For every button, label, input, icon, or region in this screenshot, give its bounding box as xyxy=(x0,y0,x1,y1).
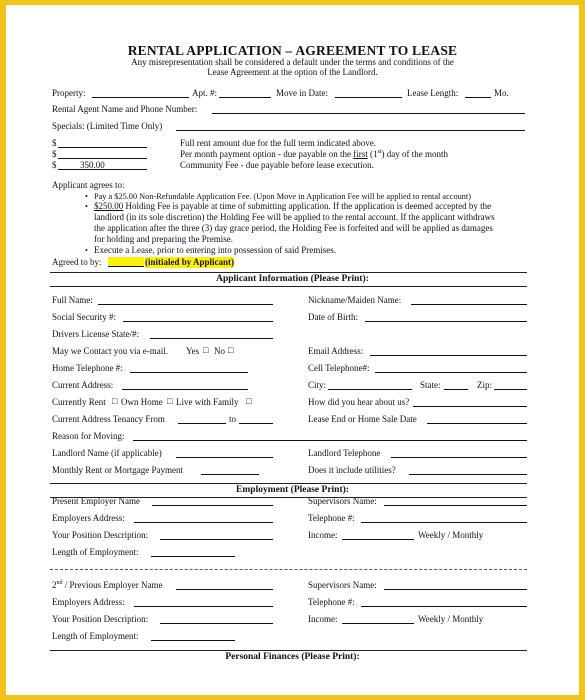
nickname-label: Nickname/Maiden Name: xyxy=(308,295,402,305)
utilities-field[interactable] xyxy=(409,474,527,475)
income-field[interactable] xyxy=(342,539,414,540)
contact-yes-label: Yes xyxy=(186,346,200,356)
section-divider xyxy=(50,650,527,651)
initialed-by-applicant-note: (initialed by Applicant) xyxy=(145,257,235,267)
supervisor-2-field[interactable] xyxy=(384,589,527,590)
supervisor-field[interactable] xyxy=(384,505,527,506)
specials-field[interactable] xyxy=(176,130,525,131)
current-address-field[interactable] xyxy=(122,389,248,390)
full-name-field[interactable] xyxy=(98,304,273,305)
employment-heading: Employment (Please Print): xyxy=(236,485,349,495)
cell-phone-label: Cell Telephone#: xyxy=(308,363,370,373)
applicant-agrees-label: Applicant agrees to: xyxy=(52,180,125,190)
lease-end-label: Lease End or Home Sale Date xyxy=(308,414,417,424)
landlord-name-field[interactable] xyxy=(176,457,273,458)
contact-yes-checkbox[interactable]: □ xyxy=(203,345,209,355)
dob-label: Date of Birth: xyxy=(308,312,358,322)
page-title: RENTAL APPLICATION – AGREEMENT TO LEASE xyxy=(127,43,458,58)
apt-label: Apt. #: xyxy=(192,88,218,98)
property-label: Property: xyxy=(52,88,86,98)
income-frequency: Weekly / Monthly xyxy=(418,530,484,540)
email-label: Email Address: xyxy=(308,346,364,356)
employer-address-2-label: Employers Address: xyxy=(52,597,125,607)
utilities-label: Does it include utilities? xyxy=(308,465,396,475)
present-employer-label: Present Employer Name xyxy=(52,496,140,506)
dashed-divider xyxy=(50,569,527,570)
contact-email-label: May we Contact you via e-mail. xyxy=(52,346,168,356)
subtitle-line-2: Lease Agreement at the option of the Landlord. xyxy=(207,67,378,77)
dob-field[interactable] xyxy=(365,321,527,322)
ssn-label: Social Security #: xyxy=(52,312,116,322)
section-divider xyxy=(50,483,527,484)
length-employment-field[interactable] xyxy=(151,556,235,557)
full-rent-desc: Full rent amount due for the full term indicated above. xyxy=(180,138,376,148)
state-label: State: xyxy=(420,380,441,390)
previous-employer-label: 2nd / Previous Employer Name xyxy=(52,580,163,590)
rental-agent-label: Rental Agent Name and Phone Number: xyxy=(52,104,198,114)
section-divider xyxy=(50,286,527,287)
tenancy-from-field[interactable] xyxy=(178,423,226,424)
holding-fee-line-2: landlord (in its sole discretion) the Holding Fee will be applied to the rental account. If the applicant withdraws xyxy=(94,212,495,222)
apt-field[interactable] xyxy=(219,97,271,98)
lease-length-label: Lease Length: xyxy=(407,88,459,98)
form-page xyxy=(6,5,579,695)
hear-about-field[interactable] xyxy=(413,406,527,407)
home-phone-label: Home Telephone #: xyxy=(52,363,123,373)
currently-rent-label: Currently Rent xyxy=(52,397,106,407)
tenancy-to-field[interactable] xyxy=(239,423,273,424)
position-label: Your Position Description: xyxy=(52,530,149,540)
bullet-icon: • xyxy=(85,246,88,255)
months-label: Mo. xyxy=(494,88,509,98)
application-fee-text: Pay a $25.00 Non-Refundable Application Fee. (Upon Move in Application Fee will be applied to rental account) xyxy=(94,192,471,201)
fee-dollar-1: $ xyxy=(52,138,57,148)
holding-fee-line-1: $250.00 Holding Fee is payable at time of submitting application. If the application is deemed accepted by the xyxy=(94,201,492,211)
current-address-label: Current Address: xyxy=(52,380,114,390)
supervisor-label: Supervisors Name: xyxy=(308,496,377,506)
bullet-icon: • xyxy=(85,202,88,211)
previous-employer-field[interactable] xyxy=(176,589,273,590)
community-fee-desc: Community Fee - due payable before lease execution. xyxy=(180,160,374,170)
employer-phone-field[interactable] xyxy=(361,522,527,523)
full-name-label: Full Name: xyxy=(52,295,93,305)
holding-fee-line-3: the application after the three (3) day grace period, the Holding Fee is forfeited and will be applied as damages xyxy=(94,223,493,233)
employer-phone-2-field[interactable] xyxy=(361,606,527,607)
rental-agent-field[interactable] xyxy=(212,113,525,114)
monthly-payment-field[interactable] xyxy=(58,158,147,159)
ssn-field[interactable] xyxy=(123,321,273,322)
employer-phone-label: Telephone #: xyxy=(308,513,355,523)
community-fee-value: 350.00 xyxy=(80,160,105,170)
specials-label: Specials: (Limited Time Only) xyxy=(52,121,163,131)
present-employer-field[interactable] xyxy=(152,505,273,506)
holding-fee-line-4: for holding and preparing the Premise. xyxy=(94,234,233,244)
fee-dollar-2: $ xyxy=(52,149,57,159)
move-in-field[interactable] xyxy=(335,97,402,98)
applicant-info-heading: Applicant Information (Please Print): xyxy=(216,274,369,284)
section-divider xyxy=(50,272,527,273)
reason-moving-label: Reason for Moving: xyxy=(52,431,125,441)
bullet-icon: • xyxy=(85,192,88,201)
income-label: Income: xyxy=(308,530,338,540)
city-field[interactable] xyxy=(328,389,412,390)
own-home-label: Own Home xyxy=(121,397,163,407)
drivers-license-label: Drivers License State/#: xyxy=(52,329,139,339)
tenancy-to-label: to xyxy=(229,414,237,424)
zip-label: Zip: xyxy=(477,380,492,390)
execute-lease-text: Execute a Lease, prior to entering into possession of said Premises. xyxy=(94,245,336,255)
position-field[interactable] xyxy=(160,539,273,540)
landlord-name-label: Landlord Name (if applicable) xyxy=(52,448,162,458)
position-2-field[interactable] xyxy=(160,623,273,624)
employer-address-field[interactable] xyxy=(134,522,273,523)
move-in-label: Move in Date: xyxy=(276,88,328,98)
monthly-rent-field[interactable] xyxy=(201,474,259,475)
own-home-checkbox[interactable]: □ xyxy=(167,396,173,406)
hear-about-label: How did you hear about us? xyxy=(308,397,410,407)
employer-address-2-field[interactable] xyxy=(134,606,273,607)
length-employment-2-label: Length of Employment: xyxy=(52,631,139,641)
live-with-family-checkbox[interactable]: □ xyxy=(246,396,252,406)
property-field[interactable] xyxy=(92,97,189,98)
length-employment-2-field[interactable] xyxy=(151,640,235,641)
income-2-label: Income: xyxy=(308,614,338,624)
nickname-field[interactable] xyxy=(411,304,527,305)
income-2-frequency: Weekly / Monthly xyxy=(418,614,484,624)
personal-finances-heading: Personal Finances (Please Print): xyxy=(225,652,360,662)
length-employment-label: Length of Employment: xyxy=(52,547,139,557)
lease-length-field[interactable] xyxy=(465,97,491,98)
contact-no-label: No xyxy=(214,346,225,356)
fee-dollar-3: $ xyxy=(52,160,57,170)
rent-checkbox[interactable]: □ xyxy=(112,396,118,406)
home-phone-field[interactable] xyxy=(130,372,248,373)
city-label: City: xyxy=(308,380,327,390)
reason-moving-field[interactable] xyxy=(133,440,527,441)
employer-phone-2-label: Telephone #: xyxy=(308,597,355,607)
supervisor-2-label: Supervisors Name: xyxy=(308,580,377,590)
monthly-payment-desc: Per month payment option - due payable on the first (1st) day of the month xyxy=(180,149,448,159)
cell-phone-field[interactable] xyxy=(375,372,527,373)
subtitle-line-1: Any misrepresentation shall be considered a default under the terms and conditions of the xyxy=(131,57,454,67)
full-rent-field[interactable] xyxy=(58,147,147,148)
agreed-by-initials-field[interactable] xyxy=(108,257,144,267)
landlord-phone-label: Landlord Telephone xyxy=(308,448,381,458)
agreed-by-label: Agreed to by: xyxy=(52,257,102,267)
position-2-label: Your Position Description: xyxy=(52,614,149,624)
zip-field[interactable] xyxy=(494,389,527,390)
contact-no-checkbox[interactable]: □ xyxy=(228,345,234,355)
email-field[interactable] xyxy=(370,355,527,356)
employer-address-label: Employers Address: xyxy=(52,513,125,523)
tenancy-from-label: Current Address Tenancy From xyxy=(52,414,165,424)
state-field[interactable] xyxy=(444,389,468,390)
lease-end-field[interactable] xyxy=(427,423,527,424)
drivers-license-field[interactable] xyxy=(150,338,273,339)
landlord-phone-field[interactable] xyxy=(391,457,527,458)
monthly-rent-label: Monthly Rent or Mortgage Payment xyxy=(52,465,183,475)
live-with-family-label: Live with Family xyxy=(176,397,239,407)
income-2-field[interactable] xyxy=(342,623,414,624)
